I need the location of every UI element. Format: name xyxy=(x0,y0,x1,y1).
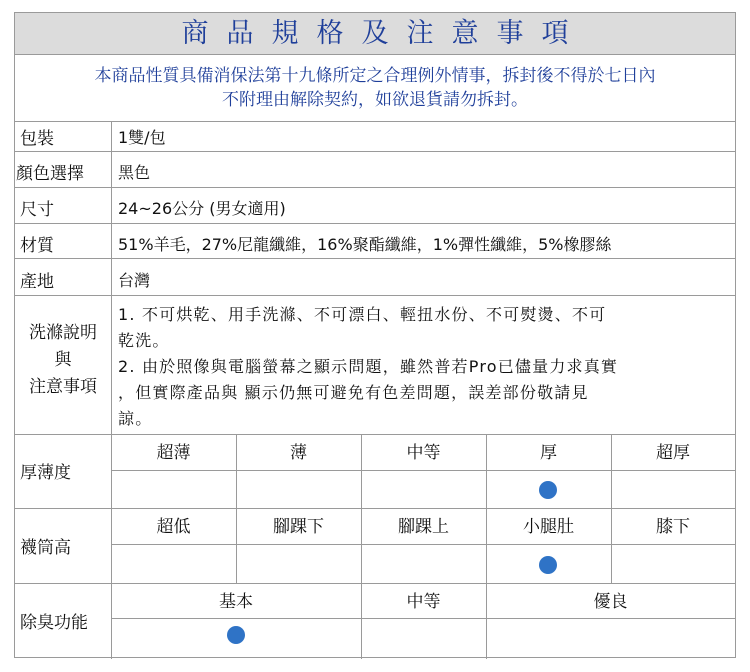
thickness-option-ultra-thin: 超薄 xyxy=(156,443,191,463)
thickness-option-thin: 薄 xyxy=(290,443,307,463)
spec-label-size: 尺寸 xyxy=(20,200,54,220)
thickness-selected-marker xyxy=(539,481,557,499)
height-option-ultra-low: 超低 xyxy=(156,517,191,537)
divider xyxy=(111,544,735,545)
deodor-selected-marker xyxy=(227,626,245,644)
return-notice-line-2: 不附理由解除契約，如欲退貨請勿拆封。 xyxy=(222,90,528,110)
height-option-below-knee: 膝下 xyxy=(656,517,690,537)
divider xyxy=(111,470,735,471)
height-option-below-ankle: 腳踝下 xyxy=(273,517,324,537)
deodor-option-basic: 基本 xyxy=(219,592,253,612)
return-notice-line-1: 本商品性質具備消保法第十九條所定之合理例外情事，拆封後不得於七日內 xyxy=(94,66,656,86)
divider xyxy=(111,618,735,619)
spec-value-color: 黑色 xyxy=(118,163,151,182)
divider xyxy=(15,121,735,122)
care-label-line-2: 與 xyxy=(54,350,72,370)
care-text-line-5: 諒。 xyxy=(118,409,153,428)
divider xyxy=(15,223,735,224)
care-text-line-4: ，但實際產品與 顯示仍無可避免有色差問題，誤差部份敬請見 xyxy=(118,383,589,402)
divider xyxy=(15,295,735,296)
divider xyxy=(15,258,735,259)
care-text-line-2: 乾洗。 xyxy=(118,331,170,350)
rating-label-thickness: 厚薄度 xyxy=(20,463,71,483)
care-text-line-3: 2. 由於照像與電腦螢幕之顯示問題，雖然普若Pro已儘量力求真實 xyxy=(118,357,619,376)
spec-label-color: 顏色選擇 xyxy=(16,164,84,184)
care-label-line-3: 注意事項 xyxy=(29,377,97,397)
height-selected-marker xyxy=(539,556,557,574)
deodor-option-excellent: 優良 xyxy=(593,592,628,612)
spec-label-packaging: 包裝 xyxy=(20,129,54,149)
care-instructions-label xyxy=(15,320,111,401)
height-option-above-ankle: 腳踝上 xyxy=(398,517,449,537)
column-divider xyxy=(361,434,362,659)
thickness-option-thick: 厚 xyxy=(540,443,557,463)
spec-label-origin: 產地 xyxy=(20,272,54,292)
spec-value-packaging: 1雙/包 xyxy=(118,128,166,147)
divider xyxy=(15,508,735,509)
thickness-option-medium: 中等 xyxy=(406,443,441,463)
rating-label-deodorizing: 除臭功能 xyxy=(20,613,88,633)
spec-sheet xyxy=(14,12,736,658)
care-text-line-1: 1. 不可烘乾、用手洗滌、不可漂白、輕扭水份、不可熨燙、不可 xyxy=(118,305,607,324)
care-instructions-text xyxy=(118,302,723,432)
thickness-option-ultra-thick: 超厚 xyxy=(656,443,690,463)
divider xyxy=(15,583,735,584)
divider xyxy=(15,434,735,435)
divider xyxy=(15,151,735,152)
height-option-calf: 小腿肚 xyxy=(523,517,574,537)
spec-label-material: 材質 xyxy=(20,236,54,256)
return-notice xyxy=(15,54,735,121)
deodor-option-medium: 中等 xyxy=(406,592,441,612)
spec-value-origin: 台灣 xyxy=(118,271,151,290)
page-title: 商品規格及注意事項 xyxy=(15,13,735,54)
divider xyxy=(15,187,735,188)
spec-value-size: 24~26公分 (男女適用) xyxy=(118,199,286,218)
spec-value-material: 51%羊毛，27%尼龍纖維，16%聚酯纖維，1%彈性纖維，5%橡膠絲 xyxy=(118,235,612,254)
rating-label-sock-height: 襪筒高 xyxy=(20,538,71,558)
care-label-line-1: 洗滌說明 xyxy=(29,323,97,343)
